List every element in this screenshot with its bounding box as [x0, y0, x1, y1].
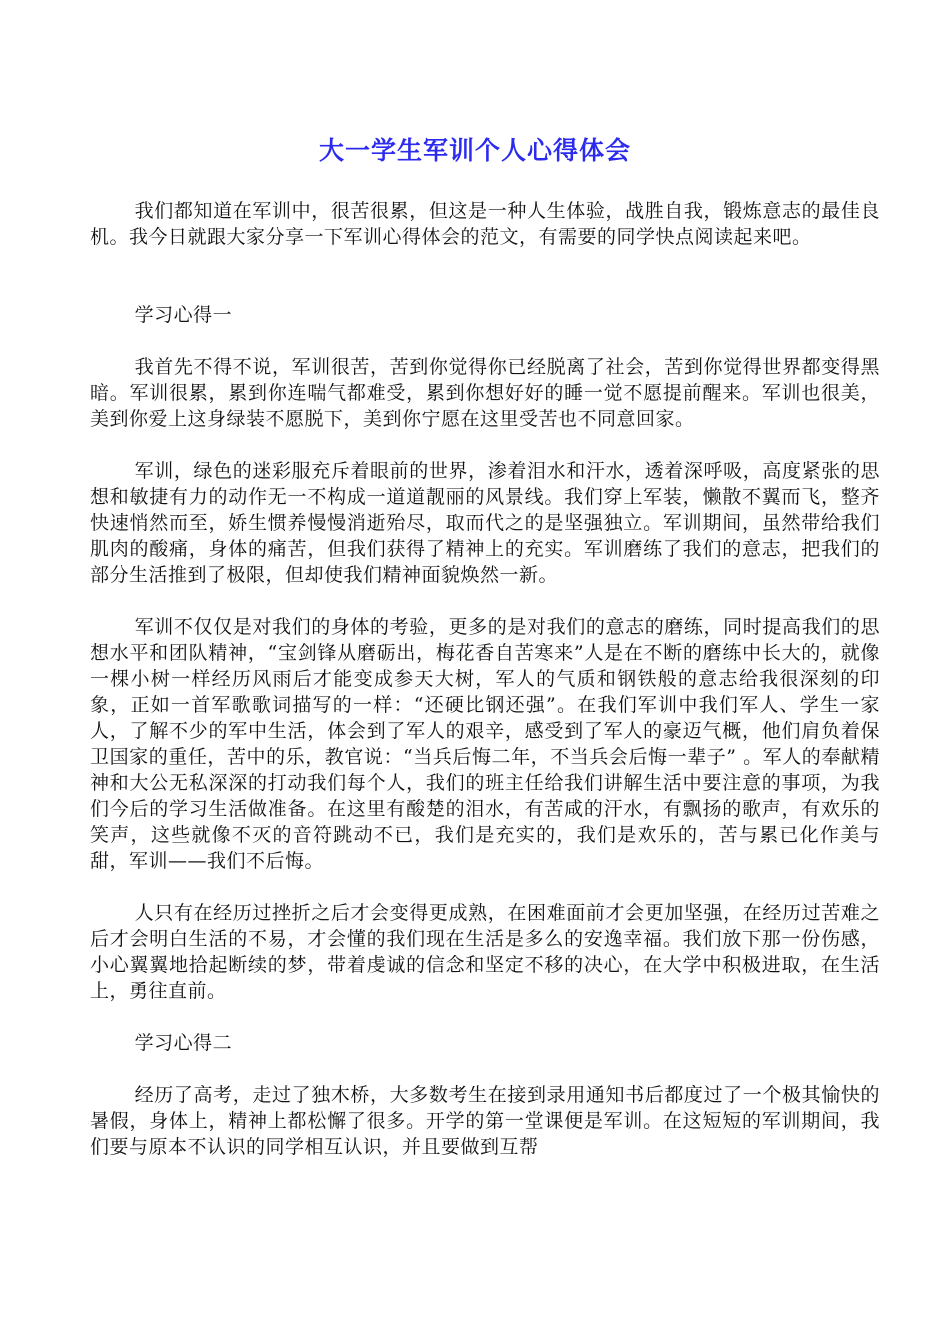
- spacer: [90, 250, 880, 302]
- spacer: [90, 328, 880, 354]
- spacer: [90, 1056, 880, 1082]
- section-heading-1: 学习心得一: [134, 304, 233, 326]
- spacer: [90, 1004, 880, 1030]
- section-heading-2: 学习心得二: [134, 1032, 233, 1054]
- paragraph: 军训不仅仅是对我们的身体的考验，更多的是对我们的意志的磨练，同时提高我们的思想水平和团队精神，“宝剑锋从磨砺出，梅花香自苦寒来”人是在不断的磨练中长大的，就像一棵小树一样经历风雨后才能变成参天大树，军人的气质和钢铁般的意志给我很深刻的印象，正如一首军歌歌词描写的一样：“还硬比钢还强”。在我们军训中我们军人、学生一家人，了解不少的军中生活，体会到了军人的艰辛，感受到了军人的豪迈气概，他们肩负着保卫国家的重任，苦中的乐，教官说：“当兵后悔二年，不当兵会后悔一辈子” 。军人的奉献精神和大公无私深深的打动我们每个人，我们的班主任给我们讲解生活中要注意的事项，为我们今后的学习生活做准备。在这里有酸楚的泪水，有苦咸的汗水，有飘扬的歌声，有欢乐的笑声，这些就像不灭的音符跳动不已，我们是充实的，我们是欢乐的，苦与累已化作美与甜，军训——我们不后悔。: [90, 616, 880, 872]
- paragraph: 我首先不得不说，军训很苦，苦到你觉得你已经脱离了社会，苦到你觉得世界都变得黑暗。军训很累，累到你连喘气都难受，累到你想好好的睡一觉不愿提前醒来。军训也很美，美到你爱上这身绿装不愿脱下，美到你宁愿在这里受苦也不同意回家。: [90, 356, 880, 430]
- intro-paragraph: 我们都知道在军训中，很苦很累，但这是一种人生体验，战胜自我，锻炼意志的最佳良机。我今日就跟大家分享一下军训心得体会的范文，有需要的同学快点阅读起来吧。: [90, 200, 880, 248]
- paragraph: 军训，绿色的迷彩服充斥着眼前的世界，渗着泪水和汗水，透着深呼吸，高度紧张的思想和敏捷有力的动作无一不构成一道道靓丽的风景线。我们穿上军装，懒散不翼而飞，整齐快速悄然而至，娇生惯养慢慢消逝殆尽，取而代之的是坚强独立。军训期间，虽然带给我们肌肉的酸痛，身体的痛苦，但我们获得了精神上的充实。军训磨练了我们的意志，把我们的部分生活推到了极限，但却使我们精神面貌焕然一新。: [90, 460, 880, 586]
- document-title: 大一学生军训个人心得体会: [318, 136, 631, 165]
- paragraph: 人只有在经历过挫折之后才会变得更成熟，在困难面前才会更加坚强，在经历过苦难之后才会明白生活的不易，才会懂的我们现在生活是多么的安逸幸福。我们放下那一份伤感，小心翼翼地拾起断续的梦，带着虔诚的信念和坚定不移的决心，在大学中积极进取，在生活上，勇往直前。: [90, 902, 880, 1002]
- paragraph: 经历了高考，走过了独木桥，大多数考生在接到录用通知书后都度过了一个极其愉快的暑假，身体上，精神上都松懈了很多。开学的第一堂课便是军训。在这短短的军训期间，我们要与原本不认识的同学相互认识，并且要做到互帮: [90, 1084, 880, 1158]
- document-body: [90, 198, 880, 1160]
